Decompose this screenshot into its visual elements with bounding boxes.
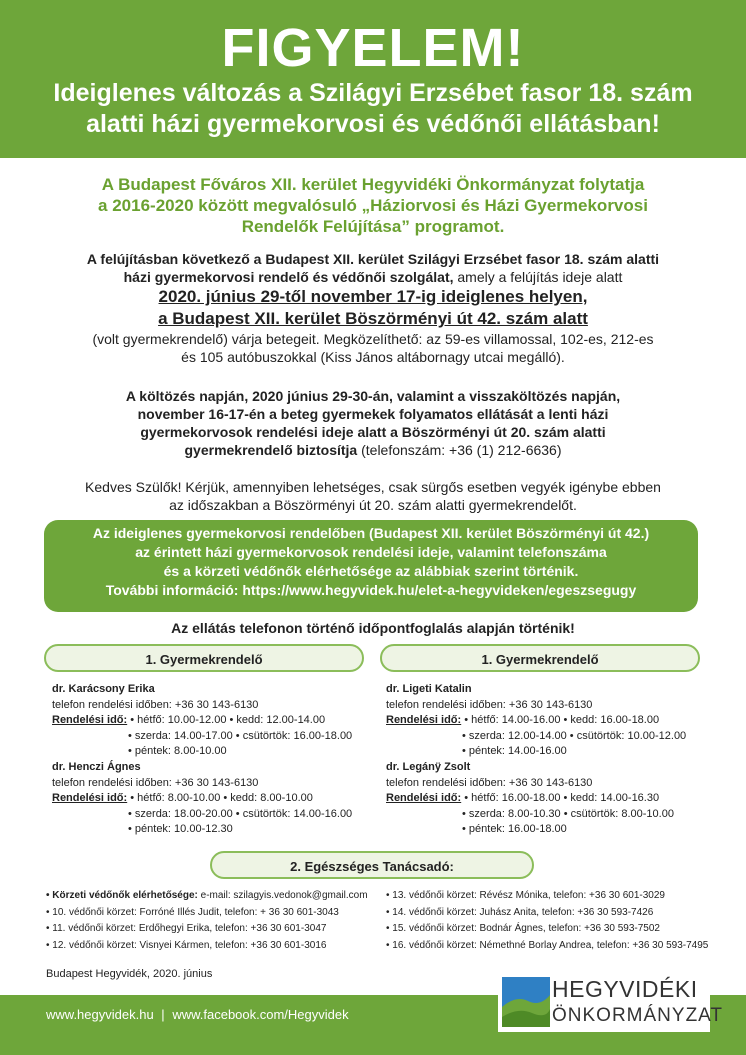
para2-bold: gyermekrendelő biztosítja xyxy=(184,442,358,458)
hours-line: • szerda: 18.00-20.00 • csütörtök: 14.00-16.00 xyxy=(128,807,353,820)
nurse-item: • 11. védőnői körzet: Erdőhegyi Erika, telefon: +36 30 601-3047 xyxy=(46,923,327,935)
info-line: az érintett házi gyermekorvosok rendelési ideje, valamint telefonszáma xyxy=(135,544,607,560)
section-pill-right: 1. Gyermekrendelő xyxy=(380,644,700,672)
para2-bold: A költözés napján, 2020 június 29-30-án, valamint a visszaköltözés napján, xyxy=(125,388,621,404)
para2-text: (telefonszám: +36 (1) 212-6636) xyxy=(357,442,562,458)
doctors-left xyxy=(52,682,352,838)
hours-line: • szerda: 12.00-14.00 • csütörtök: 10.00-12.00 xyxy=(462,729,687,742)
intro-line: A Budapest Főváros XII. kerület Hegyvidéki Önkormányzat folytatja xyxy=(101,175,645,194)
logo xyxy=(498,972,724,1032)
subtitle-line-1: Ideiglenes változás a Szilágyi Erzsébet fasor 18. szám xyxy=(53,79,693,107)
para1-text: és 105 autóbuszokkal (Kiss János altábornagy utcai megálló). xyxy=(181,349,565,365)
nurse-item: • 16. védőnői körzet: Némethné Borlay Andrea, telefon: +36 30 593-7495 xyxy=(386,939,709,951)
parents-note-line: Kedves Szülők! Kérjük, amennyiben lehetséges, csak sürgős esetben vegyék igénybe ebben xyxy=(85,479,661,495)
section-pill-counseling: 2. Egészséges Tanácsadó: xyxy=(210,851,534,879)
doctor-name: dr. Henczi Ágnes xyxy=(52,760,141,773)
nurse-email: e-mail: szilagyis.vedonok@gmail.com xyxy=(197,890,368,901)
hours-label: Rendelési idő: xyxy=(52,714,128,727)
footer-separator: | xyxy=(161,1007,165,1022)
info-line: Az ideiglenes gyermekorvosi rendelőben (Budapest XII. kerület Böszörményi út 42.) xyxy=(92,525,650,541)
parents-note xyxy=(0,478,746,514)
hours-line: • hétfő: 10.00-12.00 • kedd: 12.00-14.00 xyxy=(127,714,326,727)
moving-day-paragraph xyxy=(0,387,746,459)
logo-text-top: HEGYVIDÉKI xyxy=(552,976,698,1002)
doctor-name: dr. Karácsony Erika xyxy=(52,683,155,695)
hours-line: • péntek: 10.00-12.30 xyxy=(128,823,233,836)
nurse-item: • 10. védőnői körzet: Forróné Illés Judit, telefon: + 36 30 601-3043 xyxy=(46,906,339,918)
relocation-paragraph xyxy=(0,250,746,366)
info-link[interactable]: További információ: https://www.hegyvidek.hu/elet-a-hegyvideken/egeszsegugy xyxy=(105,582,637,598)
hours-line: • péntek: 16.00-18.00 xyxy=(462,823,567,836)
hours-line: • szerda: 14.00-17.00 • csütörtök: 16.00-18.00 xyxy=(128,729,353,742)
booking-notice: Az ellátás telefonon történő időpontfoglalás alapján történik! xyxy=(171,620,575,636)
subtitle-line-2: alatti házi gyermekorvosi és védőnői ellátásban! xyxy=(86,110,660,138)
hours-line: • hétfő: 8.00-10.00 • kedd: 8.00-10.00 xyxy=(127,792,313,805)
hours-label: Rendelési idő: xyxy=(52,792,128,805)
nurse-item: • 12. védőnői körzet: Visnyei Kármen, telefon: +36 30 601-3016 xyxy=(46,939,327,951)
header-banner xyxy=(0,0,746,158)
date-highlight: 2020. június 29-től november 17-ig ideiglenes helyen, xyxy=(158,287,588,306)
address-highlight: a Budapest XII. kerület Böszörményi út 42. szám alatt xyxy=(158,309,588,328)
hours-label: Rendelési idő: xyxy=(386,714,462,727)
intro-text xyxy=(0,174,746,237)
para2-bold: november 16-17-én a beteg gyermekek folyamatos ellátását a lenti házi xyxy=(137,406,609,422)
nurse-item: • 15. védőnői körzet: Bodnár Ágnes, telefon: +36 30 593-7502 xyxy=(386,923,660,935)
headline: FIGYELEM! xyxy=(221,18,525,78)
parents-note-line: az időszakban a Böszörményi út 20. szám alatti gyermekrendelőt. xyxy=(169,497,577,513)
hours-line: • péntek: 8.00-10.00 xyxy=(128,745,227,758)
logo-text-bottom: ÖNKORMÁNYZAT xyxy=(552,1005,724,1026)
para1-text: (volt gyermekrendelő) várja betegeit. Megközelíthető: az 59-es villamossal, 102-es, 212-es xyxy=(92,331,654,347)
doctor-phone: telefon rendelési időben: +36 30 143-6130 xyxy=(386,698,593,711)
nurse-list-left xyxy=(46,888,368,954)
dateline: Budapest Hegyvidék, 2020. június xyxy=(46,968,213,980)
doctors-right xyxy=(386,682,686,838)
doctor-phone: telefon rendelési időben: +36 30 143-6130 xyxy=(52,698,259,711)
hours-label: Rendelési idő: xyxy=(386,792,462,805)
hills-logo-icon xyxy=(502,977,550,1027)
para1-bold: A felújításban következő a Budapest XII. kerület Szilágyi Erzsébet fasor 18. szám alatti xyxy=(86,251,660,267)
intro-line: Rendelők Felújítása” programot. xyxy=(241,217,505,236)
facebook-link[interactable]: www.facebook.com/Hegyvidek xyxy=(172,1007,349,1022)
para1-bold: házi gyermekorvosi rendelő és védőnői szolgálat, xyxy=(123,269,454,285)
hours-line: • hétfő: 14.00-16.00 • kedd: 16.00-18.00 xyxy=(461,714,660,727)
doctor-name: dr. Legánÿ Zsolt xyxy=(386,760,471,773)
nurse-item: • 13. védőnői körzet: Révész Mónika, telefon: +36 30 601-3029 xyxy=(386,890,665,901)
nurse-list-right xyxy=(386,888,708,954)
doctor-name: dr. Ligeti Katalin xyxy=(386,683,472,695)
intro-line: a 2016-2020 között megvalósuló „Háziorvosi és Házi Gyermekorvosi xyxy=(98,196,648,215)
info-line: és a körzeti védőnők elérhetősége az alábbiak szerint történik. xyxy=(163,563,579,579)
info-box xyxy=(44,520,698,612)
para2-bold: gyermekorvosok rendelési ideje alatt a Böszörményi út 20. szám alatti xyxy=(140,424,606,440)
website-link[interactable]: www.hegyvidek.hu xyxy=(46,1007,154,1022)
section-pill-left: 1. Gyermekrendelő xyxy=(44,644,364,672)
doctor-phone: telefon rendelési időben: +36 30 143-6130 xyxy=(386,776,593,789)
hours-line: • szerda: 8.00-10.30 • csütörtök: 8.00-10.00 xyxy=(462,807,674,820)
para1-text: amely a felújítás ideje alatt xyxy=(453,269,623,285)
nurse-email-label: • Körzeti védőnők elérhetősége: xyxy=(46,890,198,901)
hours-line: • péntek: 14.00-16.00 xyxy=(462,745,567,758)
nurse-item: • 14. védőnői körzet: Juhász Anita, telefon: +36 30 593-7426 xyxy=(386,906,654,918)
doctor-phone: telefon rendelési időben: +36 30 143-6130 xyxy=(52,776,259,789)
hours-line: • hétfő: 16.00-18.00 • kedd: 14.00-16.30 xyxy=(461,792,660,805)
footer-links xyxy=(46,1007,349,1022)
